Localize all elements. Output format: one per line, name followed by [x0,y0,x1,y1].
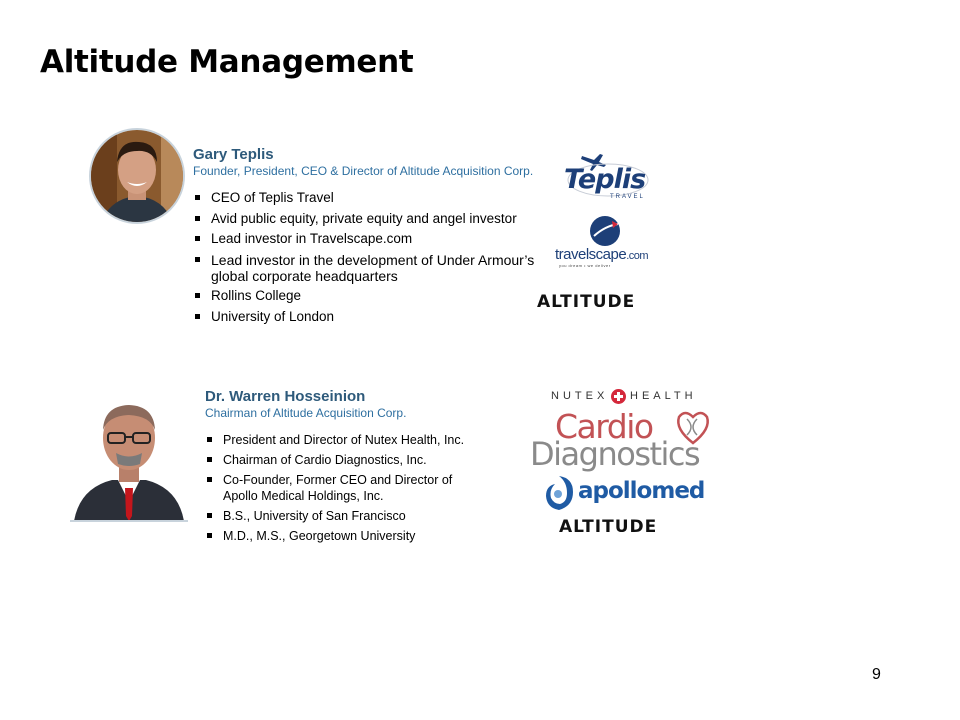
person-role: Chairman of Altitude Acquisition Corp. [205,406,407,420]
list-item: Chairman of Cardio Diagnostics, Inc. [205,452,493,468]
cardio-diagnostics-logo [528,407,713,473]
bullet-square-icon [195,216,200,221]
bullet-square-icon [195,257,200,262]
teplis-subtitle: TRAVEL [610,194,645,200]
altitude-logo [559,517,657,537]
bullet-square-icon [195,195,200,200]
person-name: Gary Teplis [193,146,274,163]
altitude-wordmark: ALTITUDE [537,292,636,312]
list-item: M.D., M.S., Georgetown University [205,528,493,544]
nutex-wordmark: NUTEX [551,390,609,402]
bullet-list [193,190,546,325]
apollo-swirl-icon [543,474,575,512]
slide-title: Altitude Management [40,44,414,80]
apollomed-logo [543,474,703,512]
list-item: Co-Founder, Former CEO and Director of Apollo Medical Holdings, Inc. [205,472,478,504]
list-item: University of London [193,309,541,325]
teplis-travel-logo [550,150,650,200]
bullet-square-icon [195,236,200,241]
list-item: Lead investor in the development of Under Armour’s global corporate headquarters [193,252,546,284]
medical-cross-icon [611,389,626,404]
teplis-wordmark: Teplis [564,164,646,195]
travelscape-logo [553,214,663,270]
bullet-square-icon [207,477,212,482]
warren-hosseinion-photo [70,390,188,522]
bullet-square-icon [195,314,200,319]
dna-heart-icon [673,407,713,447]
bullet-list [205,432,493,544]
list-item: Rollins College [193,288,541,304]
bullet-square-icon [207,457,212,462]
diagnostics-wordmark: Diagnostics [530,435,700,473]
gary-teplis-bio [193,146,546,329]
bullet-square-icon [207,533,212,538]
warren-hosseinion-bio [205,388,493,548]
health-wordmark: HEALTH [630,390,697,402]
gary-teplis-photo [89,128,185,224]
travelscape-tagline: you dream • we deliver [559,263,611,268]
list-item: CEO of Teplis Travel [193,190,541,206]
nutex-health-logo [548,389,698,407]
person-role: Founder, President, CEO & Director of Altitude Acquisition Corp. [193,164,534,178]
list-item: Lead investor in Travelscape.com [193,231,541,247]
apollomed-wordmark: apollomed [578,478,705,504]
list-item: B.S., University of San Francisco [205,508,493,524]
bullet-square-icon [207,437,212,442]
globe-icon [588,214,622,248]
cardio-wordmark: Cardio [555,407,653,446]
list-item: President and Director of Nutex Health, Inc. [205,432,493,448]
altitude-logo [537,292,635,312]
altitude-wordmark: ALTITUDE [559,517,658,537]
travelscape-wordmark: travelscape.com [555,246,649,263]
bullet-square-icon [195,293,200,298]
page-number: 9 [872,666,881,683]
person-name: Dr. Warren Hosseinion [205,388,366,405]
list-item: Avid public equity, private equity and angel investor [193,211,541,227]
bullet-square-icon [207,513,212,518]
